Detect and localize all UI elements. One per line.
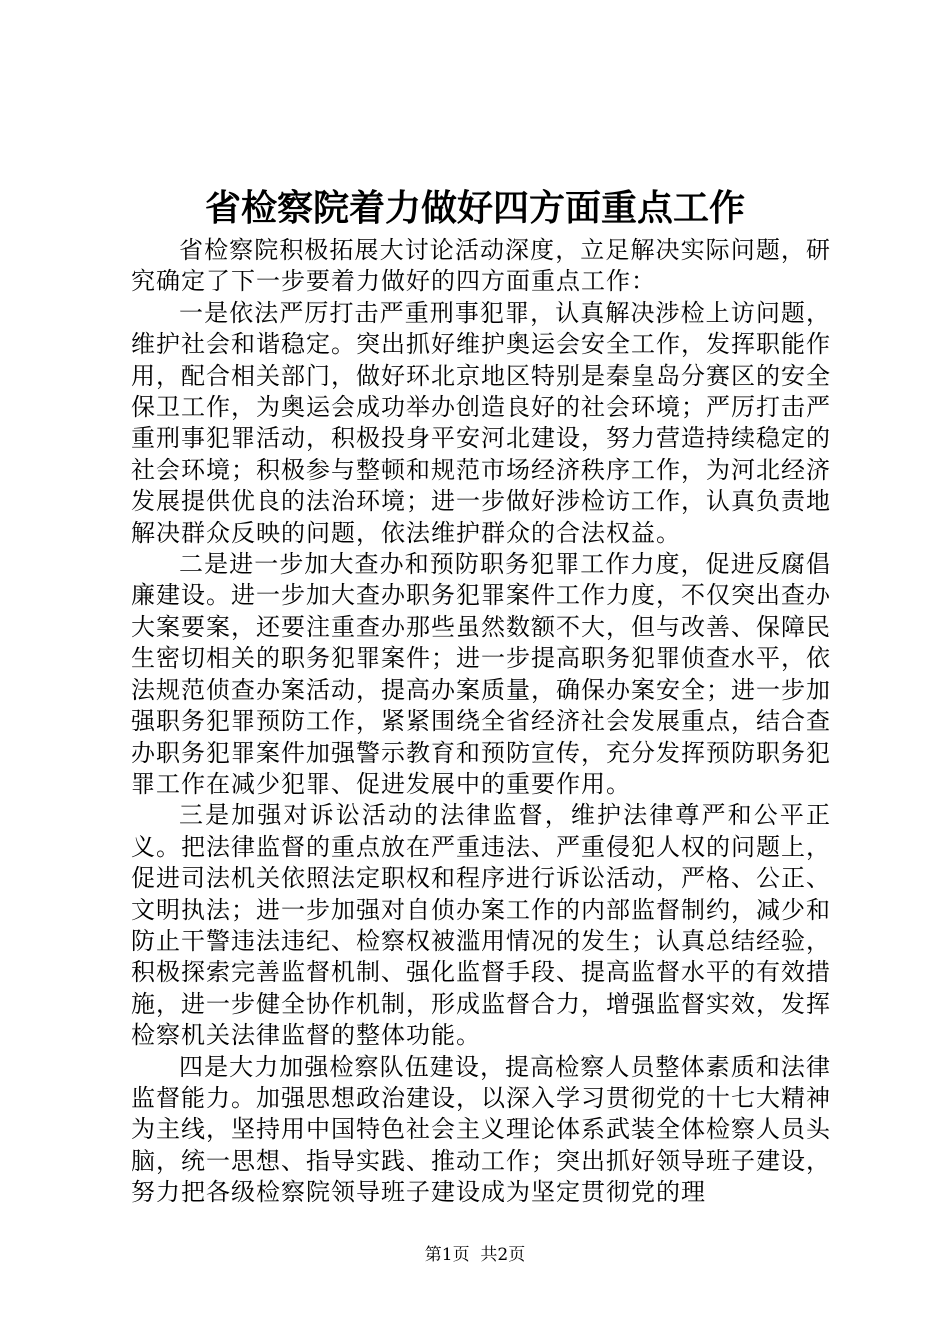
page-number-label: 第1页 共2页 [424, 1245, 526, 1265]
paragraph-intro: 省检察院积极拓展大讨论活动深度，立足解决实际问题，研究确定了下一步要着力做好的四方面重点工作： [131, 236, 831, 296]
document-title: 省检察院着力做好四方面重点工作 [204, 187, 745, 229]
document-body [131, 235, 831, 1209]
page-footer [0, 1243, 950, 1267]
paragraph-point-one: 一是依法严厉打击严重刑事犯罪，认真解决涉检上访问题，维护社会和谐稳定。突出抓好维护奥运会安全工作，发挥职能作用，配合相关部门，做好环北京地区特别是秦皇岛分赛区的安全保卫工作，为奥运会成功举办创造良好的社会环境；严厉打击严重刑事犯罪活动，积极投身平安河北建设，努力营造持续稳定的社会环境；积极参与整顿和规范市场经济秩序工作，为河北经济发展提供优良的法治环境；进一步做好涉检访工作，认真负责地解决群众反映的问题，依法维护群众的合法权益。 [131, 298, 831, 547]
paragraph-point-four: 四是大力加强检察队伍建设，提高检察人员整体素质和法律监督能力。加强思想政治建设，以深入学习贯彻党的十七大精神为主线，坚持用中国特色社会主义理论体系武装全体检察人员头脑，统一思想、指导实践、推动工作；突出抓好领导班子建设，努力把各级检察院领导班子建设成为坚定贯彻党的理 [131, 1052, 831, 1207]
paragraph-point-three: 三是加强对诉讼活动的法律监督，维护法律尊严和公平正义。把法律监督的重点放在严重违法、严重侵犯人权的问题上，促进司法机关依照法定职权和程序进行诉讼活动，严格、公正、文明执法；进一步加强对自侦办案工作的内部监督制约，减少和防止干警违法违纪、检察权被滥用情况的发生；认真总结经验，积极探索完善监督机制、强化监督手段、提高监督水平的有效措施，进一步健全协作机制，形成监督合力，增强监督实效，发挥检察机关法律监督的整体功能。 [131, 801, 831, 1050]
paragraph-point-two: 二是进一步加大查办和预防职务犯罪工作力度，促进反腐倡廉建设。进一步加大查办职务犯罪案件工作力度，不仅突出查办大案要案，还要注重查办那些虽然数额不大，但与改善、保障民生密切相关的职务犯罪案件；进一步提高职务犯罪侦查水平，依法规范侦查办案活动，提高办案质量，确保办案安全；进一步加强职务犯罪预防工作，紧紧围绕全省经济社会发展重点，结合查办职务犯罪案件加强警示教育和预防宣传，充分发挥预防职务犯罪工作在减少犯罪、促进发展中的重要作用。 [131, 550, 831, 798]
